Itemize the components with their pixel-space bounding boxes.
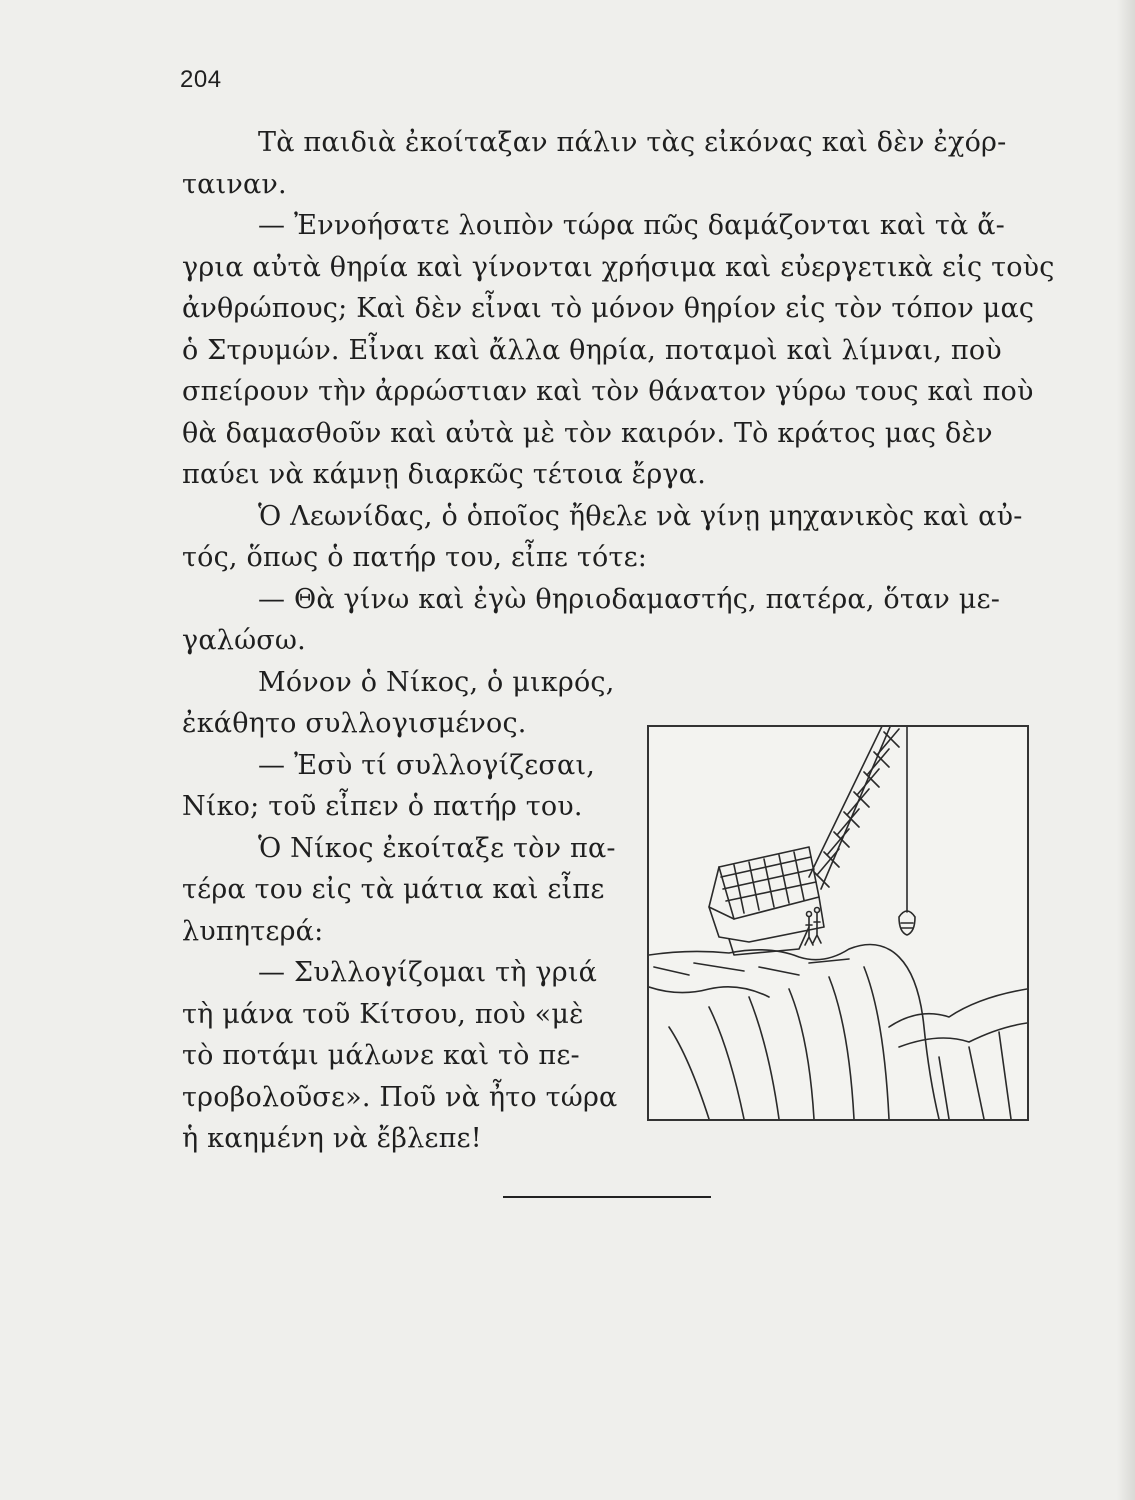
text-line: ἡ καημένη νὰ ἔβλεπε!: [182, 1123, 482, 1154]
page-number: 204: [180, 66, 222, 93]
text-line: λυπητερά:: [182, 916, 324, 947]
text-line: — Θὰ γίνω καὶ ἐγὼ θηριοδαμαστής, πατέρα, ὅταν με-: [258, 584, 1001, 615]
text-line: τὸ ποτάμι μάλωνε καὶ τὸ πε-: [182, 1040, 580, 1071]
crane-illustration: [647, 725, 1029, 1121]
text-line: Τὰ παιδιὰ ἐκοίταξαν πάλιν τὰς εἰκόνας καὶ δὲν ἐχόρ-: [258, 127, 1007, 158]
text-line: Μόνον ὁ Νίκος, ὁ μικρός,: [258, 667, 615, 698]
text-line: ὁ Στρυμών. Εἶναι καὶ ἄλλα θηρία, ποταμοὶ καὶ λίμναι, ποὺ: [182, 335, 1002, 366]
text-line: τέρα του εἰς τὰ μάτια καὶ εἶπε: [182, 874, 605, 905]
text-line: — Συλλογίζομαι τὴ γριά: [258, 957, 598, 988]
text-line: παύει νὰ κάμνῃ διαρκῶς τέτοια ἔργα.: [182, 459, 706, 490]
text-line: σπείρουν τὴν ἀρρώστιαν καὶ τὸν θάνατον γύρω τους καὶ ποὺ: [182, 376, 1034, 407]
section-divider: [503, 1196, 711, 1198]
text-line: ταιναν.: [182, 169, 287, 200]
text-line: Ὁ Λεωνίδας, ὁ ὁποῖος ἤθελε νὰ γίνῃ μηχανικὸς καὶ αὐ-: [258, 501, 1023, 532]
text-line: γρια αὐτὰ θηρία καὶ γίνονται χρήσιμα καὶ εὐεργετικὰ εἰς τοὺς: [182, 252, 1055, 283]
text-line: τός, ὅπως ὁ πατήρ του, εἶπε τότε:: [182, 542, 648, 573]
text-line: ἀνθρώπους; Καὶ δὲν εἶναι τὸ μόνον θηρίον εἰς τὸν τόπον μας: [182, 293, 1035, 324]
text-line: τροβολοῦσε». Ποῦ νὰ ἦτο τώρα: [182, 1082, 618, 1113]
text-line: ἐκάθητο συλλογισμένος.: [182, 708, 527, 739]
page-edge-shadow: [1117, 0, 1135, 1500]
crane-drawing: [649, 727, 1027, 1119]
text-line: — Ἐσὺ τί συλλογίζεσαι,: [258, 750, 596, 781]
text-line: θὰ δαμασθοῦν καὶ αὐτὰ μὲ τὸν καιρόν. Τὸ κράτος μας δὲν: [182, 418, 993, 449]
text-line: τὴ μάνα τοῦ Κίτσου, ποὺ «μὲ: [182, 999, 584, 1030]
text-line: γαλώσω.: [182, 625, 306, 656]
text-line: Ὁ Νίκος ἐκοίταξε τὸν πα-: [258, 833, 616, 864]
text-line: — Ἐννοήσατε λοιπὸν τώρα πῶς δαμάζονται καὶ τὰ ἄ-: [258, 210, 1005, 241]
text-line: Νίκο; τοῦ εἶπεν ὁ πατήρ του.: [182, 791, 583, 822]
